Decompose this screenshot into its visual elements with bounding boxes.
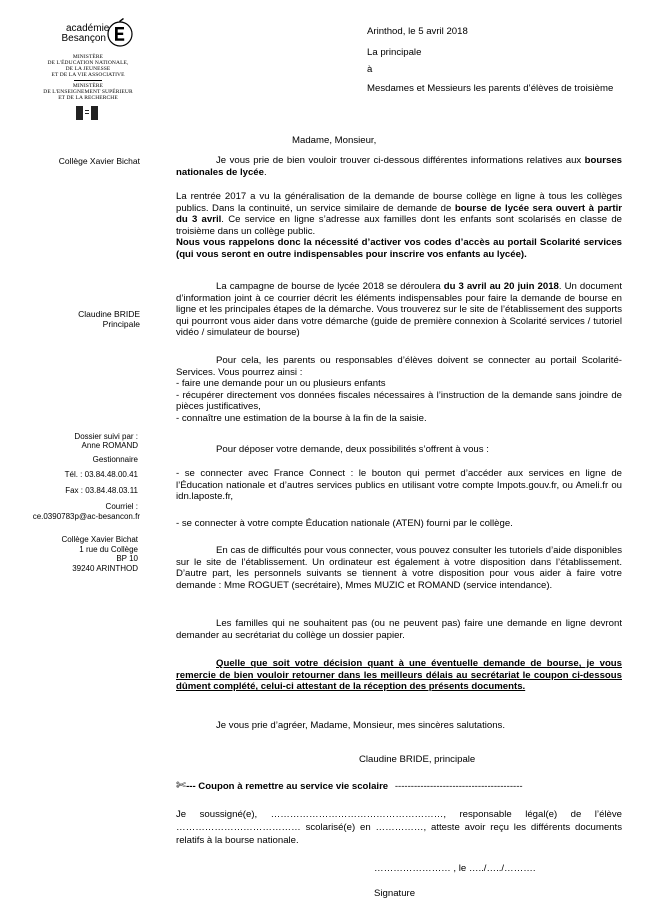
paragraph-5: Pour déposer votre demande, deux possibilités s’offrent à vous : <box>216 444 489 455</box>
logo-besancon: Besançon <box>61 33 106 44</box>
coupon-title: --- Coupon à remettre au service vie scolaire <box>186 781 389 792</box>
p2-text: La rentrée 2017 a vu la généralisation de la demande de bourse collège en ligne à tous les collèges publics. Dans la continuité, un service similaire de demande de <box>176 191 622 214</box>
signature-line: Claudine BRIDE, principale <box>359 754 476 765</box>
phone: Tél. : 03.84.48.00.41 <box>64 470 138 479</box>
republic-flag-icon <box>76 106 98 124</box>
address-line: Collège Xavier Bichat <box>61 535 138 544</box>
address <box>10 535 138 573</box>
logo-divider <box>74 80 102 81</box>
coupon-text: Je soussigné(e), ………………………………………………, responsable légal(e) de l’élève ………………………………… scolarisé(e) en ……………, atteste avoir reçu les différents documents relatifs à la bourse nationale. <box>176 809 622 846</box>
p2-bold: bourse de lycée sera ouvert à partir du 3 avril <box>176 202 622 225</box>
ministry-2-line: MINISTÈRE <box>72 83 104 89</box>
p3-text-end: . Un document d’information joint à ce courrier décrit les éléments indispensables pour faire la demande de bourse en ligne et les principales étapes de la démarche. Vous trouverez sur le site de l’établissement des supports qui pourront vous aider dans votre démarche (guide de première connexion à Scolarité services / tutoriel vidéo / simulateur de bourse) <box>176 281 623 338</box>
signer-title: Principale <box>102 319 140 329</box>
paragraph-2 <box>176 191 622 260</box>
fax: Fax : 03.84.48.03.11 <box>65 486 138 495</box>
sender-title: La principale <box>367 47 422 58</box>
paragraph-1 <box>176 155 622 178</box>
ministry-2 <box>38 83 138 101</box>
logo-academie: académie <box>66 23 110 34</box>
p1-bold: bourses nationales de lycée <box>176 155 622 178</box>
p1-text: Je vous prie de bien vouloir trouver ci-dessous différentes informations relatives aux <box>216 155 585 166</box>
college-name: Collège Xavier Bichat <box>58 156 140 166</box>
address-line: 1 rue du Collège <box>79 544 138 554</box>
coupon-header <box>176 780 622 793</box>
salutation: Madame, Monsieur, <box>292 135 377 146</box>
ministry-1-line: MINISTÈRE <box>72 54 104 60</box>
place-date: Arinthod, le 5 avril 2018 <box>367 26 468 37</box>
logo <box>38 14 138 134</box>
recipients: Mesdames et Messieurs les parents d’élèves de troisième <box>367 83 614 94</box>
coupon-signature: Signature <box>374 888 416 899</box>
options-list <box>176 378 622 424</box>
signer-name: Claudine BRIDE <box>78 309 140 319</box>
paragraph-9: Les familles qui ne souhaitent pas (ou ne peuvent pas) faire une demande en ligne devront demander au secrétariat du collège un dossier papier. <box>176 618 622 641</box>
list-item: - faire une demande pour un ou plusieurs enfants <box>176 378 386 389</box>
p2-bold-reminder: Nous vous rappelons donc la nécessité d’activer vos codes d’accès au portail Scolarité services (qui vous seront en outre indispensables pour inscrire vos enfants au lycée). <box>176 237 622 260</box>
paragraph-10: Quelle que soit votre décision quant à une éventuelle demande de bourse, je vous remercie de bien vouloir retourner dans les meilleurs délais au secrétariat le coupon ci-dessous dûment complété, celui-ci attestant de la réception des présents documents. <box>176 658 622 692</box>
paragraph-7: - se connecter à votre compte Éducation nationale (ATEN) fourni par le collège. <box>176 518 513 529</box>
dossier-role: Gestionnaire <box>92 455 138 464</box>
ministry-1-line: DE L'ÉDUCATION NATIONALE, <box>47 60 129 66</box>
coupon-dashes: ---------------------------------------- <box>394 781 523 792</box>
scissors-icon: ✄ <box>176 778 187 792</box>
p2-text-end: . Ce service en ligne s’adresse aux familles dont les enfants sont scolarisés en classe de troisième dans un collège public. <box>176 214 623 237</box>
paragraph-8: En cas de difficultés pour vous connecter, vous pouvez consulter les tutoriels d’aide disponibles sur le site de l’établissement. Un ordinateur est également à votre disposition dans l’établissement. D’autre part, les personnels suivants se tiennent à votre disposition pour vous aider à faire votre demande : Mme ROGUET (secrétaire), Mmes MUZIC et ROMAND (service intendance). <box>176 545 622 591</box>
recipient-prefix: à <box>367 64 373 75</box>
marianne-e-icon <box>106 18 134 52</box>
p3-bold: du 3 avril au 20 juin 2018 <box>443 281 559 292</box>
paragraph-3 <box>176 281 622 339</box>
dossier-label: Dossier suivi par : <box>74 432 138 441</box>
dossier-name: Anne ROMAND <box>81 441 138 450</box>
ministry-1-line: ET DE LA VIE ASSOCIATIVE <box>51 72 125 78</box>
ministry-2-line: DE L'ENSEIGNEMENT SUPÉRIEUR <box>43 89 133 95</box>
courriel-label: Courriel : <box>105 502 138 511</box>
paragraph-6: - se connecter avec France Connect : le bouton qui permet d’accéder aux services en ligne de l’Éducation nationale et d’autres services publics en utilisant votre compte Impots.gouv.fr, ou Ameli.fr ou idn.laposte.fr, <box>176 468 622 502</box>
coupon-date-line[interactable]: …………………… , le …../…../………. <box>374 863 536 874</box>
p3-text: La campagne de bourse de lycée 2018 se déroulera <box>216 281 444 292</box>
list-item: - récupérer directement vos données fiscales nécessaires à l’instruction de la demande sans joindre de pièces justificatives, <box>176 389 622 412</box>
paragraph-4: Pour cela, les parents ou responsables d’élèves doivent se connecter au portail Scolarité-Services. Vous pourrez ainsi : <box>176 355 622 378</box>
closing: Je vous prie d’agréer, Madame, Monsieur, mes sincères salutations. <box>216 720 506 731</box>
ministry-2-line: ET DE LA RECHERCHE <box>58 95 118 101</box>
list-item: - connaître une estimation de la bourse à la fin de la saisie. <box>176 412 427 424</box>
address-line: BP 10 <box>116 554 138 563</box>
address-line: 39240 ARINTHOD <box>72 563 138 573</box>
p1-end: . <box>263 166 267 178</box>
ministry-1 <box>38 54 138 78</box>
ministry-1-line: DE LA JEUNESSE <box>65 66 111 72</box>
courriel[interactable]: ce.0390783p@ac-besancon.fr <box>32 512 140 521</box>
